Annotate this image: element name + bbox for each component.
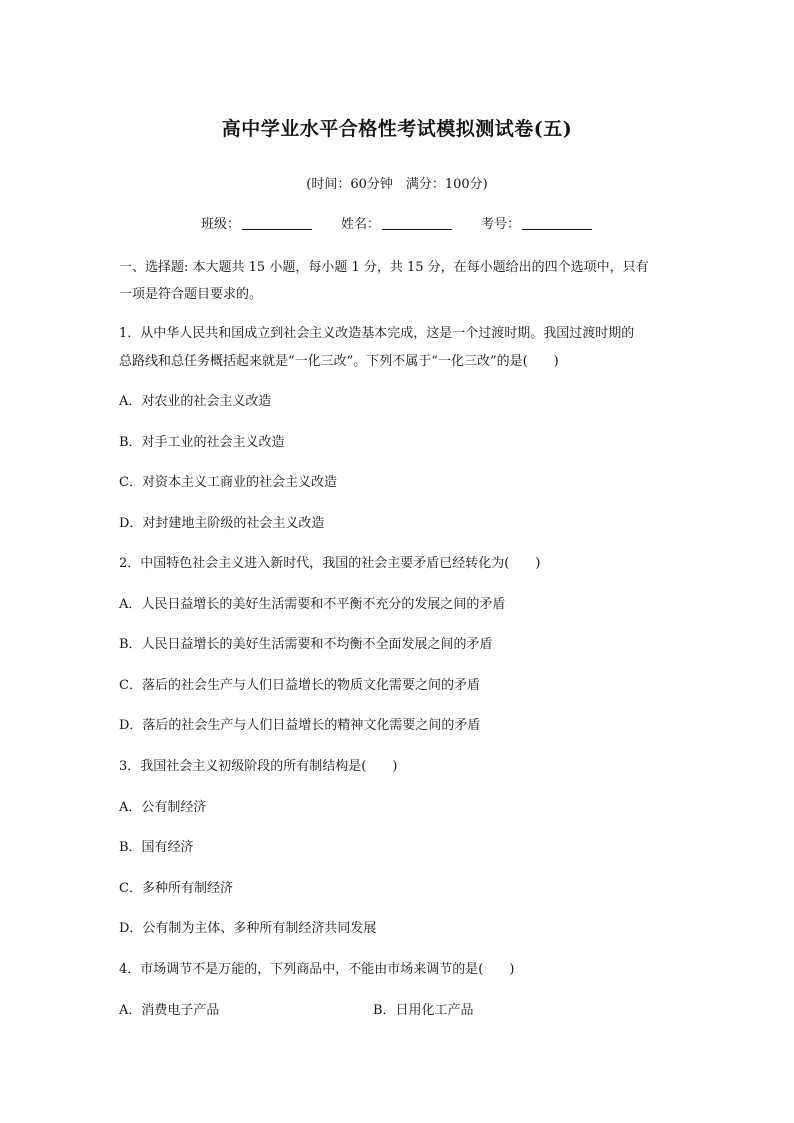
exam-title: 高中学业水平合格性考试模拟测试卷(五) — [221, 118, 573, 140]
exam-number-blank[interactable] — [522, 215, 592, 230]
section-heading: 一、选择题: 本大题共 15 小题，每小题 1 分，共 15 分，在每小题给出的四个选项中，只有 — [119, 260, 649, 275]
question-1-stem: 1．从中华人民共和国成立到社会主义改造基本完成，这是一个过渡时期。我国过渡时期的 — [119, 326, 635, 341]
question-1-option-a[interactable]: A．对农业的社会主义改造 — [119, 394, 272, 409]
question-1-option-d[interactable]: D．对封建地主阶级的社会主义改造 — [119, 516, 325, 531]
class-label: 班级： — [201, 217, 241, 232]
question-3-stem: 3．我国社会主义初级阶段的所有制结构是( ) — [119, 759, 398, 774]
class-blank[interactable] — [242, 215, 312, 230]
exam-number-field[interactable] — [481, 213, 592, 232]
section-heading-cont: 一项是符合题目要求的。 — [119, 287, 263, 302]
question-4-option-a[interactable]: A．消费电子产品 — [119, 1003, 220, 1018]
class-field[interactable] — [201, 213, 312, 232]
exam-number-label: 考号： — [481, 217, 521, 232]
question-3-option-d[interactable]: D．公有制为主体、多种所有制经济共同发展 — [119, 921, 377, 936]
question-1-option-b[interactable]: B．对手工业的社会主义改造 — [119, 435, 285, 450]
question-2-option-d[interactable]: D．落后的社会生产与人们日益增长的精神文化需要之间的矛盾 — [119, 718, 481, 733]
question-3-option-c[interactable]: C．多种所有制经济 — [119, 881, 233, 896]
question-3-option-b[interactable]: B．国有经济 — [119, 840, 194, 855]
question-2-stem: 2．中国特色社会主义进入新时代，我国的社会主要矛盾已经转化为( ) — [119, 556, 541, 571]
name-label: 姓名： — [341, 217, 381, 232]
exam-time-score: (时间：60分钟 满分：100分) — [306, 177, 488, 192]
question-1-option-c[interactable]: C．对资本主义工商业的社会主义改造 — [119, 475, 337, 490]
name-field[interactable] — [341, 213, 452, 232]
name-blank[interactable] — [382, 215, 452, 230]
question-2-option-b[interactable]: B．人民日益增长的美好生活需要和不均衡不全面发展之间的矛盾 — [119, 637, 493, 652]
question-2-option-c[interactable]: C．落后的社会生产与人们日益增长的物质文化需要之间的矛盾 — [119, 678, 480, 693]
question-4-option-b[interactable]: B．日用化工产品 — [373, 1003, 474, 1018]
question-3-option-a[interactable]: A．公有制经济 — [119, 800, 207, 815]
question-4-stem: 4．市场调节不是万能的，下列商品中，不能由市场来调节的是( ) — [119, 962, 515, 977]
question-1-stem-cont: 总路线和总任务概括起来就是“一化三改”。下列不属于“一化三改”的是( ) — [119, 354, 559, 369]
question-2-option-a[interactable]: A．人民日益增长的美好生活需要和不平衡不充分的发展之间的矛盾 — [119, 597, 506, 612]
